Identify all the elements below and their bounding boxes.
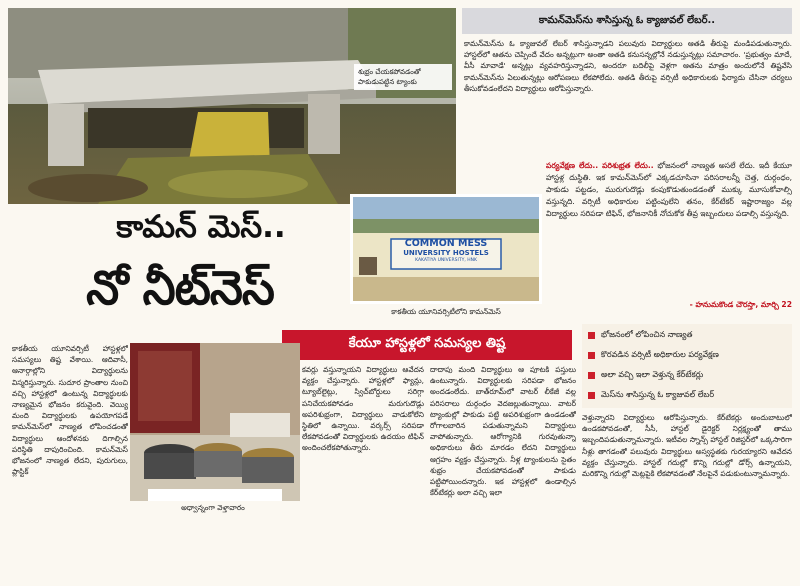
common-mess-photo: [350, 194, 542, 304]
common-mess-caption: కాకతీయ యూనివర్సిటీలోని కామన్‌మెస్: [391, 307, 501, 316]
top-story-title-bar: [462, 8, 792, 34]
article-column-4: వెళ్తున్నారని విద్యార్థులు ఆరోపిస్తున్నారు. కేర్‌టేకర్లు అందుబాటులో ఉండకపోవడంతో, సీసీ, హాస్టల్ డైరెక్టర్ నిర్లక్ష్యంతో తాము ఇబ్బందిపడుతున్నామన్నారు. ఇటీవల స్నాన్స్ హాస్టల్ రిజిస్టర్‌లో ఒక్కసారిగా నీళ్లు తాగడంతో పలువురు విద్యార్థులు అస్వస్థతకు గురయ్యారని ఆవేదన వ్యక్తం చేస్తున్నారు. హాస్టల్ గదుల్లో కొన్ని గదుల్లో డోర్స్ ఉన్నాయని, మరికొన్ని గదుల్లో మెట్లపైకి లేకపోవడంతో నేలపైనే పడుకుంటున్నామన్నారు.: [582, 413, 792, 479]
right-story-byline: - హనుమకొండ చౌరస్తా, మార్చి 22: [689, 300, 792, 309]
headline-line-2: నో నీట్‌నెస్: [86, 261, 274, 316]
highlight-item: కొరవడిన వర్సిటీ అధికారుల పర్యవేక్షణ: [588, 347, 786, 363]
article-column-3: దాదాపు మంది విద్యార్థులు ఆ పూటకి పస్తులు ఉంటున్నారు. విద్యార్థులకు సరిపడా భోజనం అందడంలేదు. బాత్‌రూమ్‌లో వాటర్ లీకేజీ వల్ల పరిసరాలు దుర్గంధం వెదజల్లుతున్నాయి. వాటర్ ట్యాంకుల్లో పాకుడు పట్టి అపరిశుభ్రంగా ఉండడంతో రోగాలబారిన పడుతున్నామని విద్యార్థులు వాపోతున్నారు. ఆరోగ్యానికి గురవుతున్నా అధికారులు తీరు మారడం లేదని విద్యార్థులు ఆగ్రహం వ్యక్తం చేస్తున్నారు. నీళ్ల ట్యాంకులను సైతం శుభ్రం చేయకపోవడంతో పాకుడు పట్టిపోయిందన్నారు. ఇక హాస్టళ్లలో ఉండాల్సిన కేర్‌టేకర్లు అలా వచ్చి ఇలా: [430, 365, 576, 498]
water-tank-illustration: [8, 8, 456, 204]
highlight-item: మెస్‌ను శాసిస్తున్న ఓ క్యాజువల్ లేబర్: [588, 387, 786, 403]
top-story-body: కామన్‌మెస్‌ను ఓ క్యాజువల్ లేబర్ శాసిస్తున్నాడని పలువురు విద్యార్థులు ఆతడి తీరుపై మండిపడుతున్నారు. హాస్టల్‌లో ఆతను చెప్పిందే వేదం అన్నట్లుగా అంతా ఆతడి కనుసన్నల్లోనే నడుస్తున్నట్లు సమాచారం. 'ప్రభుత్వం మాదే, వీసీ మావాడే' అన్నట్లు వ్యవహరిస్తున్నాడని, అందరూ బదిలీపై వెళ్లగా ఆతను మాత్రం అందులోనే తిష్టవేసి కామన్‌మెస్‌ను ఏలుతున్నట్లు ఆరోపణలు లేకపోలేదు. ఆతడి తీరుపై వర్సిటీ అధికారులకు ఫిర్యాదు చేసినా చర్యలు తీసుకోవడంలేదని విద్యార్థులు ఆరోపిస్తున్నారు.: [464, 39, 792, 93]
water-tank-photo: [8, 8, 456, 204]
sign-line-3: KAKATIYA UNIVERSITY, HNK: [415, 258, 477, 263]
article-column-1: కాకతీయ యూనివర్సిటీ హాస్టళ్లలో సమస్యలు తిష్ట వేశాయి. ఆదివాసీ, ఆనార్గాల్లోని విద్యార్థులను విస్మరిస్తున్నారు. సుదూర ప్రాంతాల నుంచి వచ్చి హాస్టళ్లలో ఉంటున్న విద్యార్థులకు నాణ్యమైన భోజనం కరువైంది. వెయ్యి మంది విద్యార్థులకు ఉపయోగపడే కామన్‌మెస్‌లో నాణ్యత లోపించడంతో విద్యార్థులు ఆందోళనకు దిగాల్సిన పరిస్థితి దాపురించింది. కామన్‌మెస్ భోజనంలో నాణ్యత లేదని, పురుగులు, ప్లాస్టిక్: [12, 344, 128, 477]
headline-line-1: కామన్ మెస్..: [116, 209, 286, 245]
cooking-pots-photo: [130, 343, 300, 501]
sign-line-2: UNIVERSITY HOSTELS: [403, 249, 489, 257]
highlights-box: [582, 324, 792, 408]
top-story-title: కామన్‌మెస్‌ను శాసిస్తున్న ఓ క్యాజువల్ లేబర్..: [538, 15, 716, 26]
right-story: [546, 160, 792, 296]
tank-inset-caption: శుభ్రం చేయకపోవడంతో పాకుడుపట్టిన ట్యాంకు: [354, 64, 452, 90]
bullet-square-icon: [588, 392, 595, 399]
right-story-body: భోజనంలో నాణ్యత అసలే లేదు. ఇదీ కేయూ హాస్టళ్ల దుస్థితి. ఇక కామన్‌మెస్‌లో ఎక్కడచూసినా పరిసరాలన్నీ చెత్త, దుర్గంధం, పాకుడు పట్టడం, మురుగుదొడ్లు కంపుకొడుతుండడంతో ముక్కు మూసుకోవాల్సి వస్తున్నది. వర్సిటీ అధికారుల పట్టింపులేని తనం, కేర్‌టేకర్ ఇష్టారాజ్యం వల్ల విద్యార్థులు సరిపడా టిఫిన్, భోజనానికీ నోచుకోక తీవ్ర ఇబ్బందులు పడాల్సి వస్తున్నది.: [546, 161, 792, 218]
sub-banner-text: కేయూ హాస్టళ్లలో సమస్యల తిష్ట: [348, 336, 506, 351]
bullet-square-icon: [588, 352, 595, 359]
highlight-item: అలా వచ్చి ఇలా వెళ్తున్న కేర్‌టేకర్లు: [588, 367, 786, 383]
pots-caption-box: [148, 489, 282, 501]
sign-line-1: COMMON MESS: [404, 238, 488, 249]
sign-text: [391, 238, 501, 264]
highlight-item: భోజనంలో లోపించిన నాణ్యత: [588, 327, 786, 343]
sub-banner: [282, 330, 572, 360]
bullet-square-icon: [588, 372, 595, 379]
article-column-2: కవర్లు వస్తున్నాయని విద్యార్థులు ఆవేదన వ్యక్తం చేస్తున్నారు. హాస్టళ్లలో ఫ్యాన్లు, ట్యూబ్‌లైట్లు, స్విచ్‌బోర్డులు సరిగ్గా పనిచేయకపోవడం మరుగుదొడ్లు అపరిశుభ్రంగా, విద్యార్థులు వాడుకోలేని స్థితిలో ఉన్నాయి. వర్కర్స్ సరిపడా లేకపోవడంతో విద్యార్థులకు ఉదయం టిఫిన్ అందించలేకపోతున్నారు.: [302, 365, 424, 453]
right-story-lead: పర్యవేక్షణ లేదు.. పరిశుభ్రత లేదు..: [546, 161, 654, 170]
pots-photo-caption: అధ్వాన్నంగా వెళ్తావారం: [181, 503, 245, 512]
cooking-pots-illustration: [130, 343, 300, 501]
bullet-square-icon: [588, 332, 595, 339]
